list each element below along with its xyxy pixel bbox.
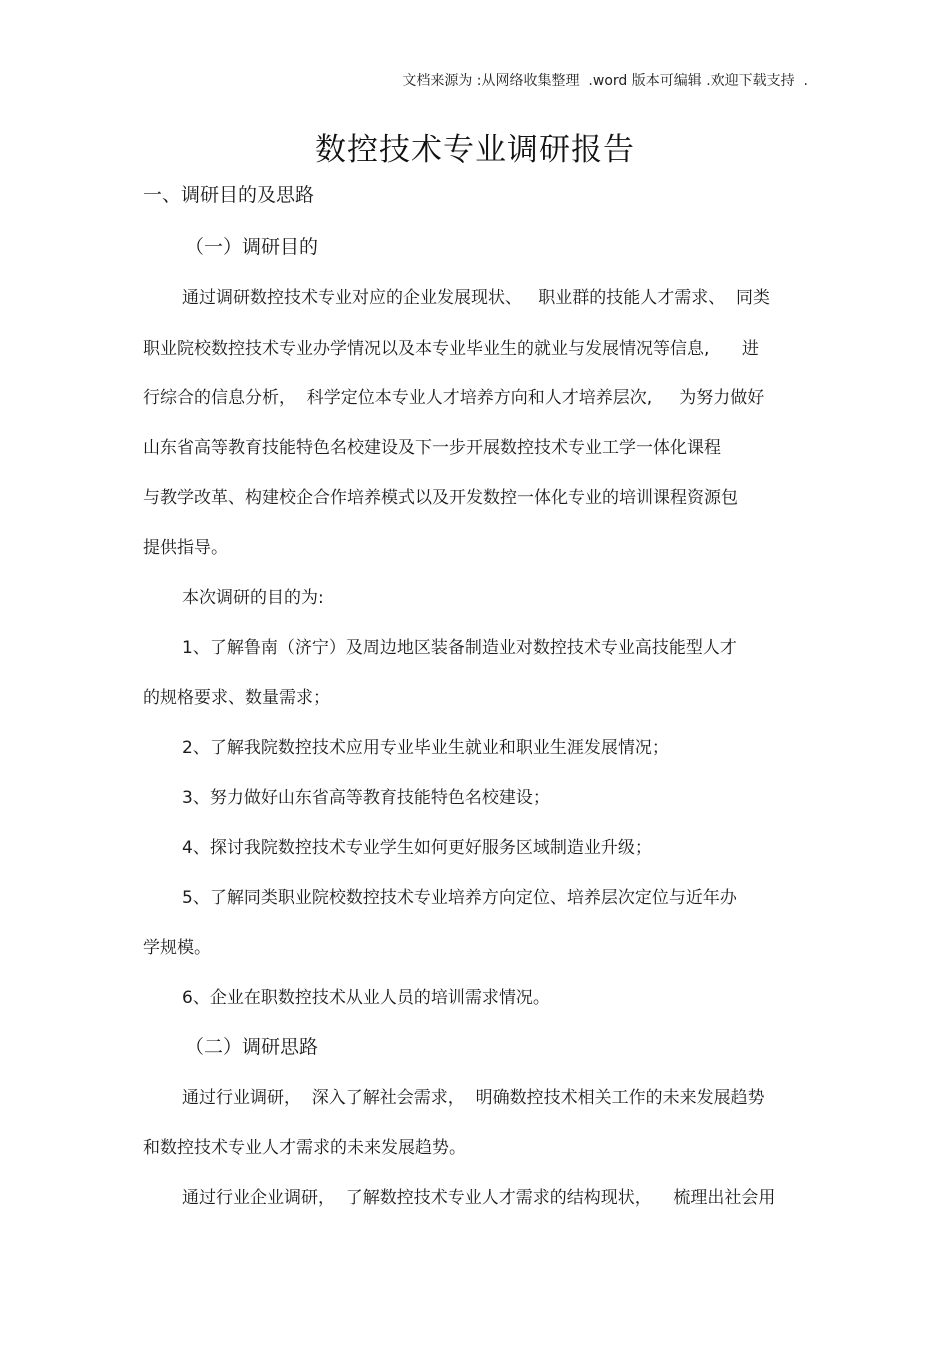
list-item: 6、企业在职数控技术从业人员的培训需求情况。 bbox=[182, 988, 550, 1008]
paragraph-line: 通过行业企业调研， 了解数控技术专业人才需求的结构现状， 梳理出社会用 bbox=[182, 1188, 776, 1208]
subsection-heading-approach: （二）调研思路 bbox=[185, 1036, 319, 1058]
paragraph-line: 山东省高等教育技能特色名校建设及下一步开展数控技术专业工学一体化课程 bbox=[143, 438, 721, 458]
list-item: 4、探讨我院数控技术专业学生如何更好服务区域制造业升级； bbox=[182, 838, 652, 858]
paragraph-line: 通过行业调研， 深入了解社会需求， 明确数控技术相关工作的未来发展趋势 bbox=[182, 1088, 765, 1108]
paragraph-line: 与教学改革、构建校企合作培养模式以及开发数控一体化专业的培训课程资源包 bbox=[143, 488, 738, 508]
list-item: 2、了解我院数控技术应用专业毕业生就业和职业生涯发展情况； bbox=[182, 738, 669, 758]
list-item: 5、了解同类职业院校数控技术专业培养方向定位、培养层次定位与近年办 bbox=[182, 888, 737, 908]
list-item: 3、努力做好山东省高等教育技能特色名校建设； bbox=[182, 788, 550, 808]
paragraph-line: 职业院校数控技术专业办学情况以及本专业毕业生的就业与发展情况等信息, 进 bbox=[143, 339, 759, 359]
document-title: 数控技术专业调研报告 bbox=[315, 132, 635, 168]
list-item: 1、了解鲁南（济宁）及周边地区装备制造业对数控技术专业高技能型人才 bbox=[182, 638, 737, 658]
paragraph-line: 和数控技术专业人才需求的未来发展趋势。 bbox=[143, 1138, 466, 1158]
section-heading-1: 一、调研目的及思路 bbox=[143, 184, 315, 206]
page-header-note: 文档来源为 :从网络收集整理 .word 版本可编辑 .欢迎下载支持 . bbox=[402, 73, 808, 89]
paragraph-line: 行综合的信息分析， 科学定位本专业人才培养方向和人才培养层次, 为努力做好 bbox=[143, 388, 765, 408]
list-item-continuation: 学规模。 bbox=[143, 938, 211, 958]
subsection-heading-purpose: （一）调研目的 bbox=[185, 236, 319, 258]
purpose-intro: 本次调研的目的为: bbox=[182, 588, 324, 608]
paragraph-line: 提供指导。 bbox=[143, 538, 228, 558]
list-item-continuation: 的规格要求、数量需求； bbox=[143, 688, 330, 708]
paragraph-line: 通过调研数控技术专业对应的企业发展现状、 职业群的技能人才需求、 同类 bbox=[182, 288, 771, 308]
